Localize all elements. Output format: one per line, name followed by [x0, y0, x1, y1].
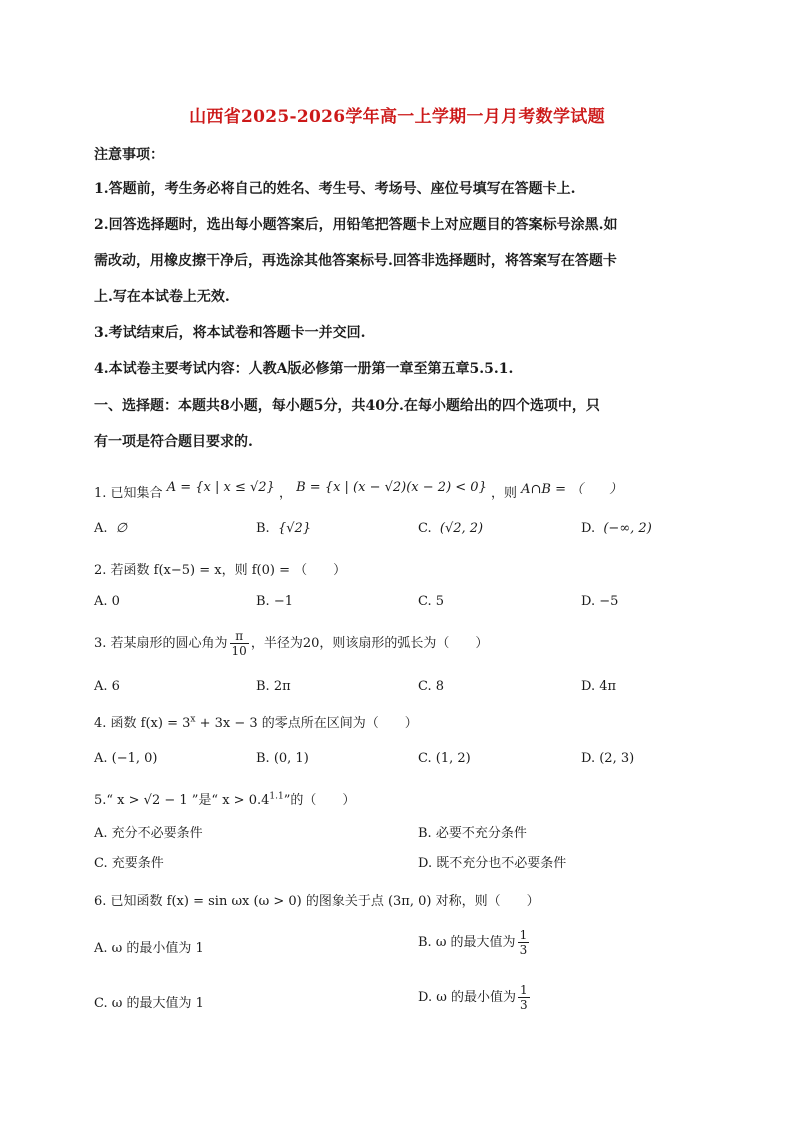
notice-item-3: 3.考试结束后，将本试卷和答题卡一并交回. [94, 325, 366, 341]
question-4: 4. 函数 $f(x) = 3^x + 3x - 3$ 的零点所在区间为（ ） [94, 714, 418, 731]
q1-prefix: 1. 已知集合 [94, 486, 163, 501]
q2-option-a: A. 0 [94, 594, 120, 609]
question-1: 1. 已知集合 A = {x | x ≤ √2} ， B = {x | (x − √2)(x − 2) < 0} ，则 A∩B = （ ） [94, 480, 623, 501]
q4-option-c: C. (1, 2) [418, 751, 471, 766]
section-heading-line-2: 有一项是符合题目要求的. [94, 434, 253, 450]
q5-option-b: B. 必要不充分条件 [418, 826, 527, 841]
q3-option-c: C. 8 [418, 679, 445, 694]
q1-suffix: ，则 [490, 486, 517, 501]
q3-prefix: 3. 若某扇形的圆心角为 [94, 636, 228, 651]
q5-option-c: C. 充要条件 [94, 856, 164, 871]
q3-suffix: ，半径为20，则该扇形的弧长为（ ） [250, 636, 489, 651]
question-2: 2. 若函数 f(x−5) = x，则 f(0) = （ ） [94, 563, 347, 578]
q2-option-c: C. 5 [418, 594, 445, 609]
q6-option-a: A. ω 的最小值为 1 [94, 941, 204, 956]
q2-option-b: B. −1 [256, 594, 293, 609]
question-3 [94, 629, 488, 658]
notice-item-1: 1.答题前，考生务必将自己的姓名、考生号、考场号、座位号填写在答题卡上. [94, 181, 576, 197]
question-5: 5.“ x > √2 − 1 ”是“ $x > 0.4^{1.1}$”的（ ） [94, 791, 356, 808]
q6-option-c: C. ω 的最大值为 1 [94, 996, 204, 1011]
notice-item-2-line-3: 上.写在本试卷上无效. [94, 289, 230, 305]
q5-option-a: A. 充分不必要条件 [94, 826, 203, 841]
section-heading-line-1: 一、选择题：本题共8小题，每小题5分，共40分.在每小题给出的四个选项中，只 [94, 398, 600, 414]
q3-option-d: D. 4π [581, 679, 617, 694]
notice-item-2-line-1: 2.回答选择题时，选出每小题答案后，用铅笔把答题卡上对应题目的答案标号涂黑.如 [94, 217, 618, 233]
q1-set-b: B = {x | (x − √2)(x − 2) < 0} [296, 480, 487, 495]
q1-option-a: A. ∅ [94, 521, 128, 536]
q3-option-b: B. 2π [256, 679, 291, 694]
q2-option-d: D. −5 [581, 594, 619, 609]
notice-heading: 注意事项： [94, 147, 164, 163]
q4-option-a: A. (−1, 0) [94, 751, 158, 766]
q1-set-a: A = {x | x ≤ √2} [166, 480, 275, 495]
q5-option-d: D. 既不充分也不必要条件 [418, 856, 567, 871]
q6-option-b: B. ω 的最大值为 $\frac{1}{3}$ [418, 928, 528, 957]
q3-option-a: A. 6 [94, 679, 120, 694]
question-6: 6. 已知函数 f(x) = sin ωx (ω > 0) 的图象关于点 (3π, 0) 对称，则（ ） [94, 894, 540, 909]
q1-ask: A∩B = （ ） [521, 482, 623, 497]
q1-option-c: C. (√2, 2) [418, 521, 484, 536]
q3-fraction: $\frac{\pi}{10}$ [231, 629, 247, 658]
q1-option-d: D. (−∞, 2) [581, 521, 652, 536]
q4-option-d: D. (2, 3) [581, 751, 635, 766]
q6-option-d: D. ω 的最小值为 $\frac{1}{3}$ [418, 983, 528, 1012]
exam-title: 山西省2025-2026学年高一上学期一月月考数学试题 [189, 107, 605, 127]
q1-option-b: B. {√2} [256, 521, 312, 536]
notice-item-2-line-2: 需改动，用橡皮擦干净后，再选涂其他答案标号.回答非选择题时，将答案写在答题卡 [94, 253, 617, 269]
notice-item-4: 4.本试卷主要考试内容：人教A版必修第一册第一章至第五章5.5.1. [94, 361, 514, 377]
q4-option-b: B. (0, 1) [256, 751, 309, 766]
